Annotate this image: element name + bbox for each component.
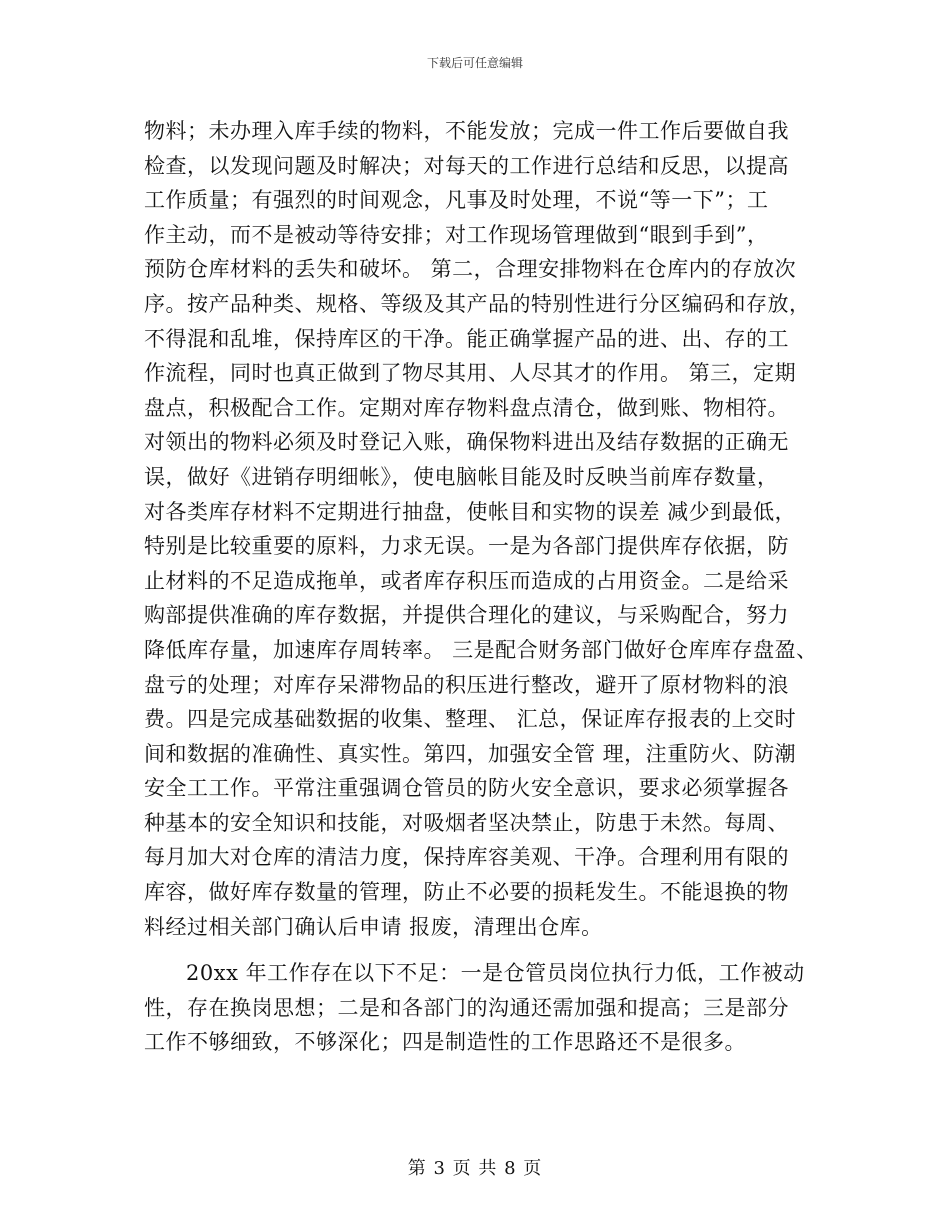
text-line: 每月加大对仓库的清洁力度，保持库容美观、干净。合理利用有限的 — [144, 845, 789, 870]
text-line: 预防仓库材料的丢失和破坏。 第二，合理安排物料在仓库内的存放次 — [144, 257, 797, 282]
text-line: 费。四是完成基础数据的收集、整理、 汇总，保证库存报表的上交时 — [144, 707, 797, 732]
text-line: 作流程，同时也真正做到了物尽其用、人尽其才的作用。 第三，定期 — [144, 361, 797, 386]
text-line: 20xx 年工作存在以下不足：一是仓管员岗位执行力低，工作被动 — [186, 961, 805, 986]
text-line: 序。按产品种类、规格、等级及其产品的特别性进行分区编码和存放， — [144, 291, 811, 316]
text-line: 间和数据的准确性、真实性。第四，加强安全管 理，注重防火、防潮 — [144, 741, 797, 766]
text-line: 种基本的安全知识和技能，对吸烟者坚决禁止，防患于未然。每周、 — [144, 810, 789, 835]
text-line: 性，存在换岗思想；二是和各部门的沟通还需加强和提高；三是部分 — [144, 995, 789, 1020]
text-line: 库容，做好库存数量的管理，防止不必要的损耗发生。不能退换的物 — [144, 880, 789, 905]
document-body — [144, 114, 834, 1060]
page-number: 第 3 页 共 8 页 — [407, 1158, 543, 1179]
text-line: 料经过相关部门确认后申请 报废，清理出仓库。 — [144, 914, 603, 939]
text-line: 物料；未办理入库手续的物料，不能发放；完成一件工作后要做自我 — [144, 119, 789, 143]
text-line: 工作不够细致，不够深化；四是制造性的工作思路还不是很多。 — [144, 1030, 746, 1055]
paragraph — [144, 114, 834, 944]
text-line: 降低库存量，加速库存周转率。 三是配合财务部门做好仓库库存盘盈、 — [144, 637, 818, 662]
text-line: 安全工工作。平常注重强调仓管员的防火安全意识，要求必须掌握各 — [144, 776, 789, 801]
text-line: 作主动，而不是被动等待安排；对工作现场管理做到“眼到手到”， — [144, 222, 769, 247]
text-line: 购部提供准确的库存数据，并提供合理化的建议，与采购配合，努力 — [144, 603, 789, 628]
paragraph — [144, 956, 834, 1060]
text-line: 止材料的不足造成拖单，或者库存积压而造成的占用资金。二是给采 — [144, 568, 789, 593]
text-line: 盘亏的处理；对库存呆滞物品的积压进行整改，避开了原材物料的浪 — [144, 672, 789, 697]
page-header: 下载后可任意编辑 — [426, 56, 523, 70]
text-line: 检查，以发现问题及时解决；对每天的工作进行总结和反思，以提高 — [144, 153, 789, 178]
text-line: 不得混和乱堆，保持库区的干净。能正确掌握产品的进、出、存的工 — [144, 326, 789, 351]
text-line: 误，做好《进销存明细帐》，使电脑帐目能及时反映当前库存数量， — [144, 464, 779, 489]
text-line: 特别是比较重要的原料，力求无误。一是为各部门提供库存依据，防 — [144, 534, 789, 559]
text-line: 对领出的物料必须及时登记入账，确保物料进出及结存数据的正确无 — [144, 430, 789, 455]
text-line: 工作质量；有强烈的时间观念，凡事及时处理，不说“等一下”；工 — [144, 188, 769, 213]
text-line: 盘点，积极配合工作。定期对库存物料盘点清仓，做到账、物相符。 — [144, 395, 789, 420]
text-line: 对各类库存材料不定期进行抽盘，使帐目和实物的误差 减少到最低， — [144, 499, 797, 524]
